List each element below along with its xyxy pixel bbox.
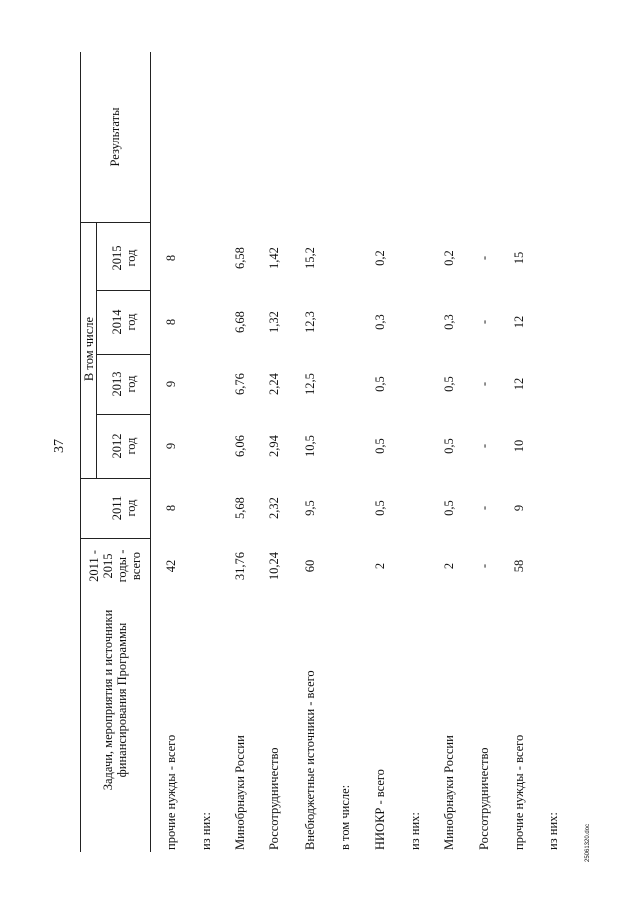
row-label-10: прочие нужды - всего (512, 734, 526, 850)
row-6-year-2: 0,5 (373, 376, 387, 392)
header-tasks-label: Задачи, мероприятия и источники финансирования Программы (101, 609, 129, 791)
row-total-2: 31,76 (233, 551, 247, 581)
row-label-0: прочие нужды - всего (164, 734, 178, 850)
row-10-year-3: 12 (512, 315, 526, 329)
header-group-label: В том числе (82, 316, 96, 382)
row-label-2: Минобрнауки России (233, 735, 247, 850)
footer-doc-name: 25061320.doc (585, 823, 591, 862)
row-9-year-2: - (477, 381, 491, 387)
row-8-year-2: 0,5 (442, 376, 456, 392)
row-3-year-0: 2,32 (267, 497, 281, 519)
row-4-year-2: 12,5 (303, 373, 317, 395)
row-3-year-2: 2,24 (267, 373, 281, 395)
row-total-3: 10,24 (267, 551, 281, 581)
row-2-year-2: 6,76 (233, 373, 247, 395)
row-10-year-0: 9 (512, 504, 526, 512)
row-3-year-1: 2,94 (267, 435, 281, 457)
row-total-6: 2 (373, 562, 387, 570)
row-0-year-4: 8 (164, 254, 178, 262)
row-4-year-3: 12,3 (303, 311, 317, 333)
header-separator-results (80, 222, 150, 223)
row-6-year-4: 0,2 (373, 250, 387, 266)
row-label-7: из них: (408, 812, 422, 850)
row-total-4: 60 (303, 559, 317, 573)
row-4-year-4: 15,2 (303, 247, 317, 269)
header-year-2: 2013 год (110, 371, 138, 397)
row-total-10: 58 (512, 559, 526, 573)
row-label-11: из них: (546, 812, 560, 850)
header-year-3: 2014 год (110, 309, 138, 335)
header-year-4: 2015 год (110, 245, 138, 271)
row-2-year-3: 6,68 (233, 311, 247, 333)
table-border-left (80, 52, 81, 852)
header-separator-col2 (80, 478, 150, 479)
row-6-year-1: 0,5 (373, 438, 387, 454)
row-0-year-1: 9 (164, 442, 178, 450)
year-separator-1 (96, 354, 150, 355)
row-9-year-0: - (477, 505, 491, 511)
row-9-year-1: - (477, 443, 491, 449)
row-0-year-2: 9 (164, 380, 178, 388)
row-10-year-1: 10 (512, 439, 526, 453)
row-0-year-0: 8 (164, 504, 178, 512)
row-label-4: Внебюджетные источники - всего (303, 670, 317, 850)
row-8-year-0: 0,5 (442, 500, 456, 516)
row-2-year-0: 5,68 (233, 497, 247, 519)
table-border-right (150, 52, 151, 852)
year-separator-0 (96, 414, 150, 415)
header-results-label: Результаты (108, 107, 122, 167)
row-2-year-4: 6,58 (233, 247, 247, 269)
row-3-year-4: 1,42 (267, 247, 281, 269)
row-total-0: 42 (164, 559, 178, 573)
row-8-year-1: 0,5 (442, 438, 456, 454)
header-total-label: 2011 - 2015 годы - всего (87, 549, 143, 583)
row-label-5: в том числе: (338, 784, 352, 850)
row-total-9: - (477, 563, 491, 569)
page-number: 37 (52, 439, 67, 453)
row-6-year-3: 0,3 (373, 314, 387, 330)
row-2-year-1: 6,06 (233, 435, 247, 457)
header-separator-col1 (80, 538, 150, 539)
row-label-1: из них: (199, 812, 213, 850)
row-9-year-4: - (477, 255, 491, 261)
row-4-year-0: 9,5 (303, 500, 317, 516)
row-8-year-3: 0,3 (442, 314, 456, 330)
row-label-9: Россотрудничество (477, 747, 491, 850)
row-0-year-3: 8 (164, 318, 178, 326)
row-label-8: Минобрнауки России (442, 735, 456, 850)
row-9-year-3: - (477, 319, 491, 325)
row-label-6: НИОКР - всего (373, 769, 387, 850)
row-6-year-0: 0,5 (373, 500, 387, 516)
header-year-0: 2011 год (110, 495, 138, 521)
row-3-year-3: 1,32 (267, 311, 281, 333)
header-year-1: 2012 год (110, 433, 138, 459)
row-10-year-4: 15 (512, 251, 526, 265)
row-8-year-4: 0,2 (442, 250, 456, 266)
row-4-year-1: 10,5 (303, 435, 317, 457)
row-10-year-2: 12 (512, 377, 526, 391)
row-total-8: 2 (442, 562, 456, 570)
row-label-3: Россотрудничество (267, 747, 281, 850)
year-separator-2 (96, 290, 150, 291)
header-group-line (96, 222, 97, 478)
